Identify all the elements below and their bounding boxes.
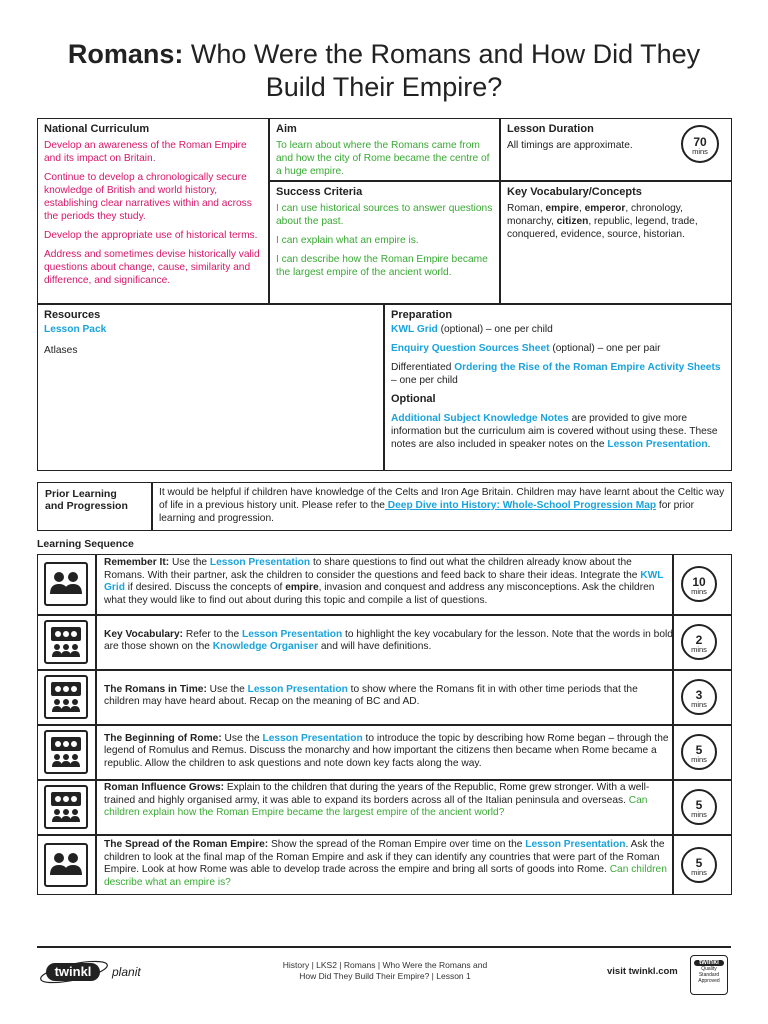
preparation-cell: Preparation KWL Grid (optional) – one per child Enquiry Question Sources Sheet (optional) – one per pair Differentiated Ordering the Rise of the Roman Empire Activity Sheets – one per child Optional Additional Subject Knowledge Notes are provided to give more information but the curriculum aim is covered without using these. These notes are also included in speaker notes on the Lesson Presentation. [391,309,723,451]
twinkl-logo [40,957,160,992]
learning-step [37,614,731,669]
lesson-presentation-link[interactable]: Lesson Presentation [607,439,708,450]
resources-heading: Resources [44,309,101,321]
atlases-text: Atlases [44,345,78,356]
success-criterion: I can describe how the Roman Empire became the largest empire of the ancient world. [276,254,488,278]
learning-sequence-heading: Learning Sequence [37,538,134,550]
learning-step-text: The Romans in Time: Use the Lesson Presentation to show where the Romans fit in with other time periods that the children may have heard about. Recap on the meaning of BC and AD. [104,683,638,708]
vocabulary-cell [507,186,727,241]
learning-step-text: The Beginning of Rome: Use the Lesson Presentation to introduce the topic by describing how Rome began – through the legend of Romulus and Remus. Discuss the monarchy and how important the citizens then became when Rome became a republic. Allow the children to ask questions and note down key facts along the way. [104,732,669,769]
step-title: The Spread of the Roman Empire: [104,839,269,851]
lesson-duration-text: All timings are approximate. [507,140,633,151]
class-icon [44,620,88,664]
success-criteria-heading: Success Criteria [276,186,363,198]
curriculum-item: Continue to develop a chronologically secure knowledge of British and world history, establishing clear narratives within and across the periods they study. [44,172,252,222]
learning-step-text: Remember It: Use the Lesson Presentation to share questions to find out what the children already know about the Romans. With their partner, ask the children to consider the questions and feed back to share their ideas. Integrate the KWL Grid if desired. Discuss the concepts of empire, invasion and conquest and address any misconceptions. Ask the children what they would like to find out about during this topic and compile a list of questions. [104,557,664,606]
clock-icon: 5 mins [681,847,717,883]
step-title: Key Vocabulary: [104,628,184,640]
assessment-question: Can children explain how the Roman Empire became the largest empire of the ancient world? [104,794,648,819]
aim-text: To learn about where the Romans came from and how the city of Rome became the centre of a huge empire. [276,140,490,177]
class-icon [44,730,88,774]
learning-step-text: Roman Influence Grows: Explain to the children that during the years of the Republic, Rome grew stronger. With a well-trained and highly organised army, it was able to expand its borders across all of the Italian peninsula and overseas. Can children explain how the Roman Empire became the largest empire of the ancient world? [104,782,650,819]
enquiry-sheet-link[interactable]: Enquiry Question Sources Sheet [391,343,550,354]
progression-map-link[interactable]: Deep Dive into History: Whole-School Progression Map [384,499,657,511]
class-icon [44,785,88,829]
lesson-duration-heading: Lesson Duration [507,123,594,135]
resource-link[interactable]: Lesson Presentation [525,839,626,851]
visit-twinkl-link[interactable]: visit twinkl.com [607,966,678,977]
lesson-duration-cell [507,123,657,152]
clock-icon: 3 mins [681,679,717,715]
pair-icon [44,562,88,606]
success-criterion: I can explain what an empire is. [276,235,419,246]
resource-link[interactable]: Lesson Presentation [241,628,343,640]
vocabulary-text: Roman, empire, emperor, chronology, monarchy, citizen, republic, legend, trade, conquered, evidence, source, historian. [507,203,698,240]
clock-icon: 70 mins [681,125,719,163]
step-title: The Beginning of Rome: [104,732,222,744]
curriculum-item: Develop the appropriate use of historical terms. [44,230,258,241]
learning-step [37,554,731,614]
optional-heading: Optional [391,393,436,405]
clock-icon: 10 mins [681,566,717,602]
learning-step-text: The Spread of the Roman Empire: Show the spread of the Roman Empire over time on the Lesson Presentation. Ask the children to look at the final map of the Roman Empire and ask if they can identify any countries that were part of the Roman Empire. Look at how Rome was able to develop trade across the empire and bring all sorts of goods into Rome. Can children describe what an empire is? [104,839,667,889]
activity-sheets-link[interactable]: Ordering the Rise of the Roman Empire Activity Sheets [454,362,721,373]
resource-link[interactable]: Knowledge Organiser [212,641,319,653]
prior-learning-text: It would be helpful if children have knowledge of the Celts and Iron Age Britain. Children may have learnt about the Celtic way of life in a previous history unit. Please refer to the Deep Dive into History: Whole-School Progression Map for prior learning and progression. [159,487,725,524]
clock-icon: 5 mins [681,789,717,825]
quality-badge: twinkl Quality Standard Approved [690,955,728,995]
class-icon [44,675,88,719]
step-title: Roman Influence Grows: [104,782,225,793]
step-title: Remember It: [104,557,170,568]
assessment-question: Can children describe what an empire is? [104,864,667,889]
svg-text:twinkl: twinkl [54,964,92,979]
success-criteria-cell [276,186,494,285]
page-title: Romans: Who Were the Romans and How Did They Build Their Empire? [67,39,701,102]
learning-step [37,669,731,724]
lesson-pack-link[interactable]: Lesson Pack [44,324,107,335]
footer-lesson-info: History | LKS2 | Romans | Who Were the Romans and How Did They Build Their Empire? | Lesson 1 [282,960,488,981]
prior-learning-heading: Prior Learning and Progression [45,488,128,512]
aim-heading: Aim [276,123,297,135]
learning-step [37,779,731,834]
resource-link[interactable]: Lesson Presentation [209,557,311,568]
learning-step [37,724,731,779]
preparation-heading: Preparation [391,309,453,321]
learning-step-text: Key Vocabulary: Refer to the Lesson Presentation to highlight the key vocabulary for the lesson. Note that the words in bold are those shown on the Knowledge Organiser and will have definitions. [104,628,673,653]
knowledge-notes-link[interactable]: Additional Subject Knowledge Notes [391,413,569,424]
curriculum-item: Address and sometimes devise historically valid questions about change, cause, similarity and difference, and significance. [44,249,260,286]
resource-link[interactable]: Lesson Presentation [262,732,363,744]
resource-link[interactable]: Lesson Presentation [247,683,348,695]
svg-text:planit: planit [112,965,141,979]
vocabulary-heading: Key Vocabulary/Concepts [507,186,642,198]
step-title: The Romans in Time: [104,683,207,695]
national-curriculum-cell [44,123,266,293]
resource-link[interactable]: KWL Grid [104,569,664,594]
pair-icon [44,843,88,887]
resources-cell [44,309,374,357]
learning-step [37,834,731,895]
aim-cell [276,123,496,178]
footer-divider [37,946,731,948]
success-criterion: I can use historical sources to answer questions about the past. [276,203,493,227]
clock-icon: 5 mins [681,734,717,770]
kwl-grid-link[interactable]: KWL Grid [391,324,438,335]
clock-icon: 2 mins [681,624,717,660]
curriculum-item: Develop an awareness of the Roman Empire and its impact on Britain. [44,140,247,164]
national-curriculum-heading: National Curriculum [44,123,150,135]
